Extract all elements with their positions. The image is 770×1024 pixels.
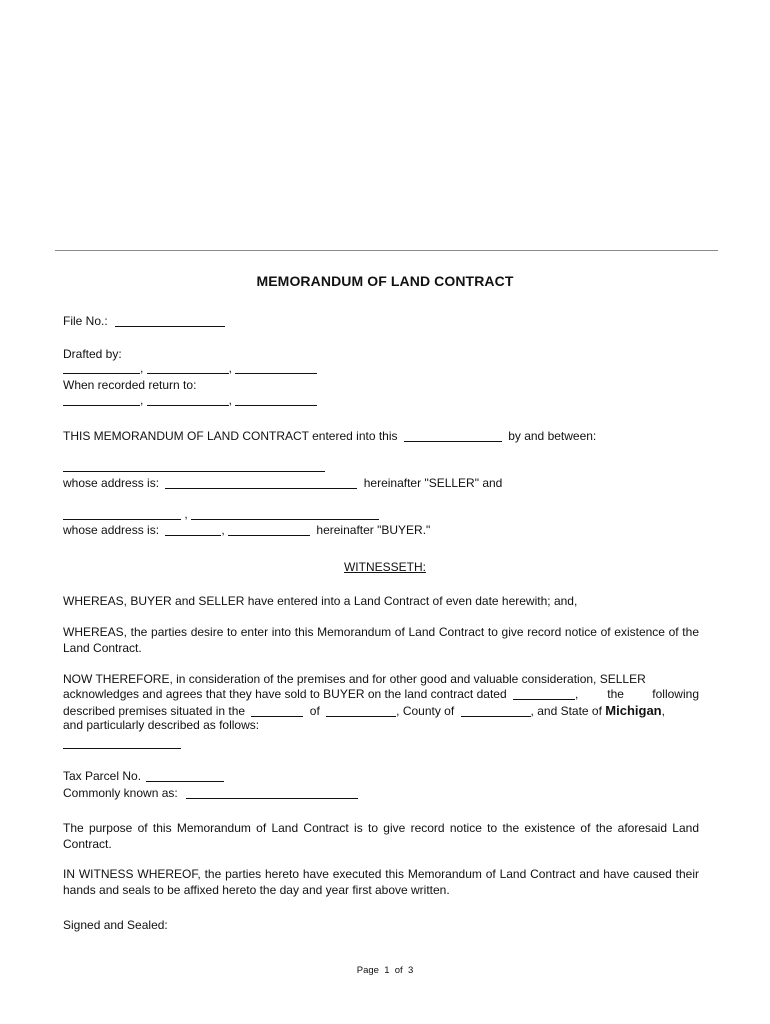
now-therefore-text-3b: of bbox=[309, 704, 320, 718]
now-therefore-text-3d: and State of bbox=[537, 704, 602, 718]
tax-parcel-field[interactable] bbox=[146, 770, 224, 782]
file-no-label: File No.: bbox=[63, 314, 108, 328]
file-no-line bbox=[63, 314, 225, 329]
purpose-paragraph: The purpose of this Memorandum of Land Contract is to give record notice to the existence of the aforesaid Land Contract. bbox=[63, 821, 699, 851]
buyer-address-field[interactable] bbox=[165, 524, 221, 536]
buyer-address-label: whose address is: bbox=[63, 523, 160, 537]
contract-date-field[interactable] bbox=[404, 430, 502, 442]
commonly-known-field[interactable] bbox=[186, 787, 358, 799]
now-therefore-text-2a: acknowledges and agrees that they have sold to BUYER on the land contract dated bbox=[63, 687, 507, 701]
drafted-by-name-field[interactable] bbox=[63, 362, 140, 374]
land-contract-date-field[interactable] bbox=[513, 688, 575, 700]
whereas-2: WHEREAS, the parties desire to enter into this Memorandum of Land Contract to give record notice of existence of the Land Contract. bbox=[63, 625, 699, 655]
intro-line bbox=[63, 429, 596, 444]
now-therefore-line-1: NOW THEREFORE, in consideration of the premises and for other good and valuable consideration, SELLER bbox=[63, 672, 646, 686]
seller-name-line bbox=[63, 459, 325, 474]
now-therefore-line-3: described premises situated in the of , County of , and State of Michigan, bbox=[63, 703, 665, 718]
legal-description-field[interactable] bbox=[63, 737, 181, 749]
drafted-by-address-field[interactable] bbox=[147, 362, 229, 374]
buyer-name-field-1[interactable] bbox=[63, 508, 181, 520]
premises-type-field[interactable] bbox=[251, 705, 303, 717]
tax-parcel-line bbox=[63, 769, 224, 784]
page-footer: Page 1 of 3 bbox=[356, 965, 414, 976]
header-divider bbox=[55, 250, 718, 251]
drafted-by-city-field[interactable] bbox=[235, 362, 317, 374]
buyer-suffix: hereinafter "BUYER." bbox=[316, 523, 431, 537]
seller-address-label: whose address is: bbox=[63, 476, 160, 490]
commonly-known-label: Commonly known as: bbox=[63, 786, 178, 800]
witnesseth-heading: WITNESSETH: bbox=[343, 560, 426, 574]
legal-description-line bbox=[63, 736, 181, 751]
buyer-address-line: whose address is: , hereinafter "BUYER." bbox=[63, 523, 431, 537]
in-witness-paragraph: IN WITNESS WHEREOF, the parties hereto have executed this Memorandum of Land Contract and have caused their hands and seals to be affixed hereto the day and year first above written. bbox=[63, 867, 699, 897]
now-therefore-text-3c: County of bbox=[402, 704, 455, 718]
buyer-name-line: , bbox=[63, 507, 379, 522]
seller-suffix: hereinafter "SELLER" and bbox=[363, 476, 503, 490]
seller-address-field[interactable] bbox=[165, 477, 357, 489]
buyer-city-field[interactable] bbox=[228, 524, 310, 536]
commonly-known-line bbox=[63, 786, 358, 801]
return-to-city-field[interactable] bbox=[235, 394, 317, 406]
file-no-field[interactable] bbox=[115, 315, 225, 327]
return-to-name-field[interactable] bbox=[63, 394, 140, 406]
state-value: Michigan bbox=[605, 703, 662, 718]
drafted-by-label: Drafted by: bbox=[63, 347, 122, 361]
signed-sealed: Signed and Sealed: bbox=[63, 918, 168, 932]
seller-address-line bbox=[63, 476, 502, 491]
document-title: MEMORANDUM OF LAND CONTRACT bbox=[256, 273, 514, 289]
now-therefore-line-4: and particularly described as follows: bbox=[63, 718, 260, 732]
now-therefore-line-2: acknowledges and agrees that they have sold to BUYER on the land contract dated , the following bbox=[63, 687, 699, 701]
tax-parcel-label: Tax Parcel No. bbox=[63, 769, 142, 783]
county-field[interactable] bbox=[461, 705, 531, 717]
return-to-address-field[interactable] bbox=[147, 394, 229, 406]
return-to-fields: , , bbox=[63, 393, 317, 408]
drafted-by-fields: , , bbox=[63, 361, 317, 376]
intro-text: THIS MEMORANDUM OF LAND CONTRACT entered into this bbox=[63, 429, 398, 443]
premises-city-field[interactable] bbox=[326, 705, 396, 717]
whereas-1: WHEREAS, BUYER and SELLER have entered into a Land Contract of even date herewith; and, bbox=[63, 594, 578, 608]
now-therefore-text-2b: the following bbox=[607, 687, 699, 701]
now-therefore-text-3a: described premises situated in the bbox=[63, 704, 246, 718]
intro-tail: by and between: bbox=[508, 429, 597, 443]
buyer-name-field-2[interactable] bbox=[191, 508, 379, 520]
seller-name-field[interactable] bbox=[63, 460, 325, 472]
when-recorded-label: When recorded return to: bbox=[63, 378, 197, 392]
